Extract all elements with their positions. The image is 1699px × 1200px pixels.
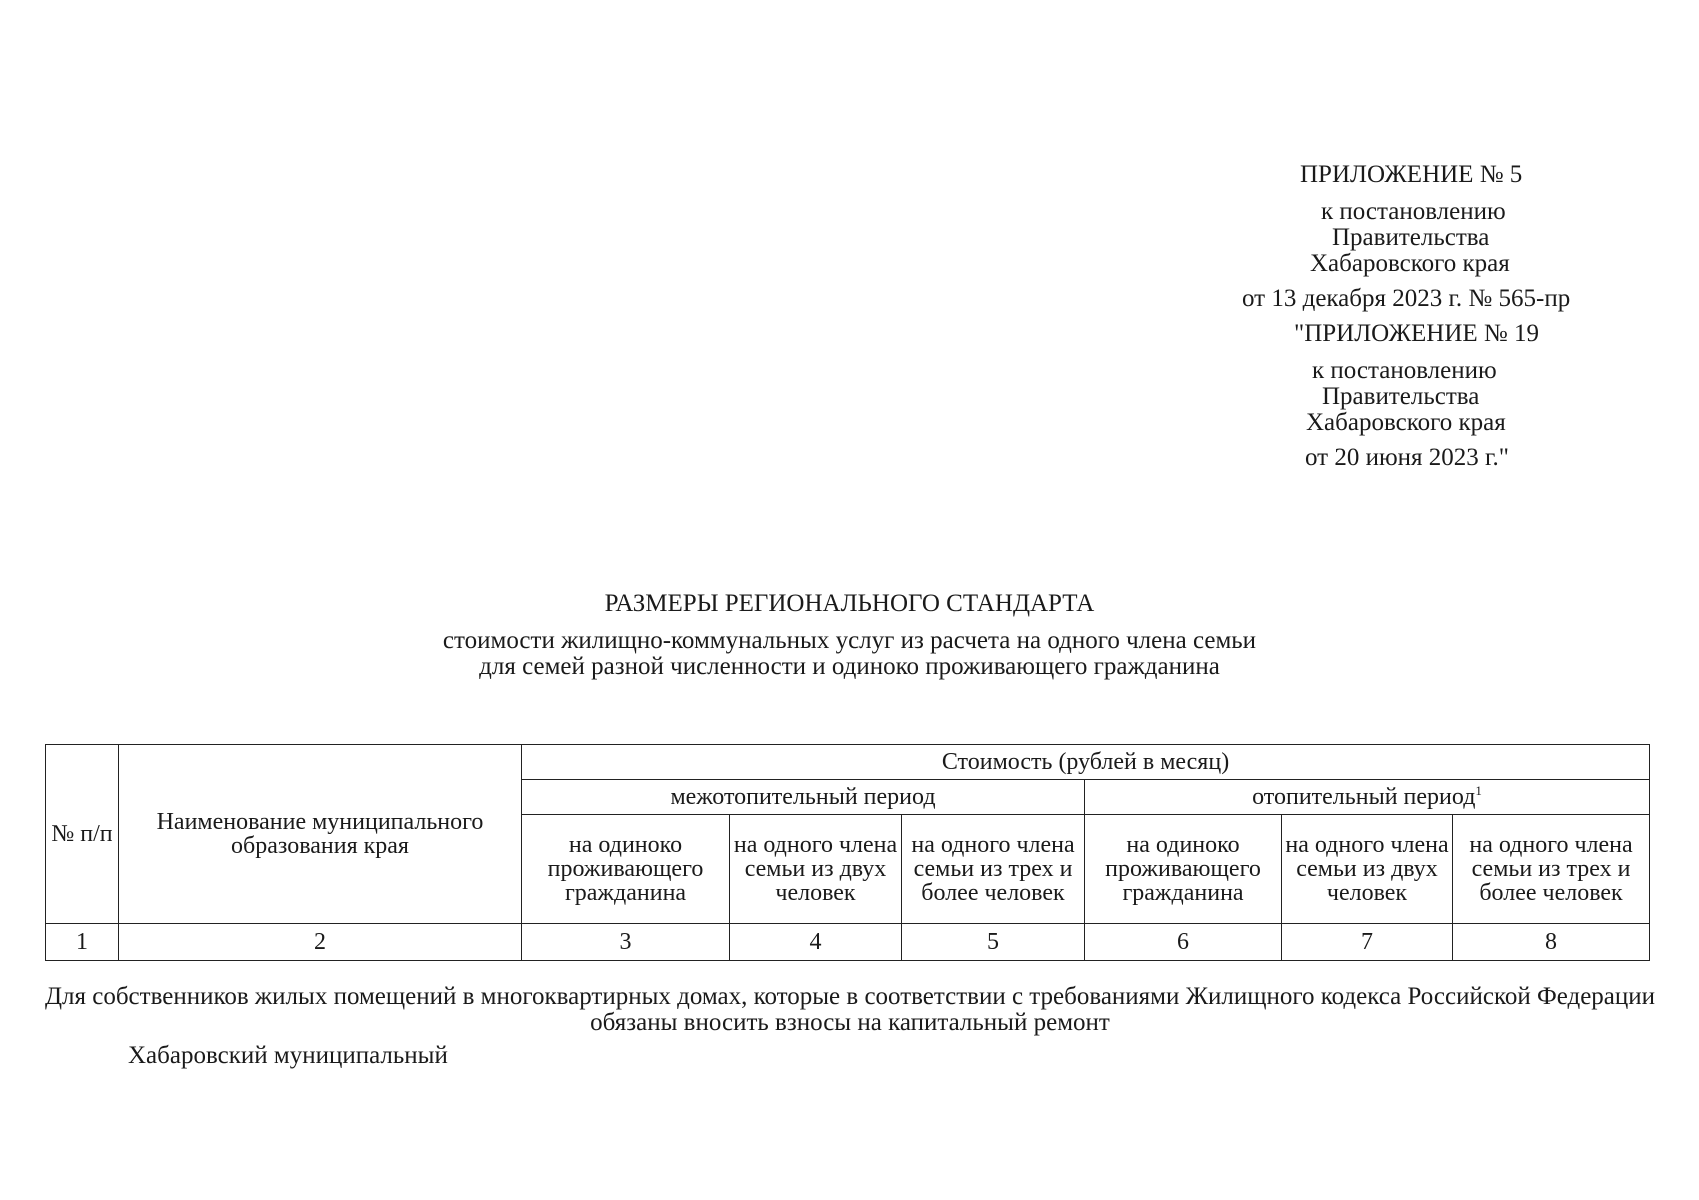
government-line: Правительства (1332, 224, 1490, 251)
decree-date-line: от 13 декабря 2023 г. № 565-пр (1242, 285, 1571, 312)
column-number: 7 (1282, 924, 1453, 961)
header-inter-three: на одного члена семьи из трех и более человек (902, 815, 1085, 924)
subtitle-line-1: стоимости жилищно-коммунальных услуг из расчета на одного члена семьи (442, 627, 1257, 654)
to-decree-line-2: к постановлению (1312, 357, 1497, 384)
footnote-marker: 1 (1475, 783, 1482, 798)
document-title: РАЗМЕРЫ РЕГИОНАЛЬНОГО СТАНДАРТА (604, 590, 1095, 617)
appendix-19-title: "ПРИЛОЖЕНИЕ № 19 (1294, 320, 1540, 347)
region-line-2: Хабаровского края (1306, 409, 1506, 436)
document-subtitle (0, 628, 1699, 680)
column-number: 2 (119, 924, 522, 961)
column-number-row (46, 924, 1650, 961)
header-inter-two: на одного члена семьи из двух человек (730, 815, 902, 924)
header-cost: Стоимость (рублей в месяц) (522, 745, 1650, 780)
column-number: 4 (730, 924, 902, 961)
header-heating-three: на одного члена семьи из трех и более человек (1453, 815, 1650, 924)
region-line: Хабаровского края (1310, 250, 1510, 277)
header-number: № п/п (46, 745, 119, 924)
header-heating-period (1085, 780, 1650, 815)
header-row-cost (46, 745, 1650, 780)
subtitle-line-2: для семей разной численности и одиноко проживающего гражданина (479, 653, 1220, 680)
column-number: 6 (1085, 924, 1282, 961)
section-caption: Для собственников жилых помещений в многоквартирных домах, которые в соответствии с требованиями Жилищного кодекса Российской Федерации обязаны вносить взносы на капитальный ремонт (44, 983, 1656, 1036)
government-line-2: Правительства (1322, 383, 1480, 410)
header-inter-heating-period: межотопительный период (522, 780, 1085, 815)
header-municipality-name: Наименование муниципального образования края (119, 745, 522, 924)
header-heating-single: на одиноко проживающего гражданина (1085, 815, 1282, 924)
subsection-heading: Хабаровский муниципальный (128, 1042, 448, 1069)
column-number: 8 (1453, 924, 1650, 961)
column-number: 3 (522, 924, 730, 961)
decree-date-line-2: от 20 июня 2023 г." (1305, 444, 1509, 471)
column-number: 5 (902, 924, 1085, 961)
standard-cost-table (45, 744, 1650, 961)
column-number: 1 (46, 924, 119, 961)
to-decree-line: к постановлению (1321, 198, 1506, 225)
appendix-5-title: ПРИЛОЖЕНИЕ № 5 (1300, 161, 1523, 188)
header-inter-single: на одиноко проживающего гражданина (522, 815, 730, 924)
heating-period-label: отопительный период (1252, 784, 1476, 810)
approval-block (1190, 162, 1610, 471)
header-heating-two: на одного члена семьи из двух человек (1282, 815, 1453, 924)
